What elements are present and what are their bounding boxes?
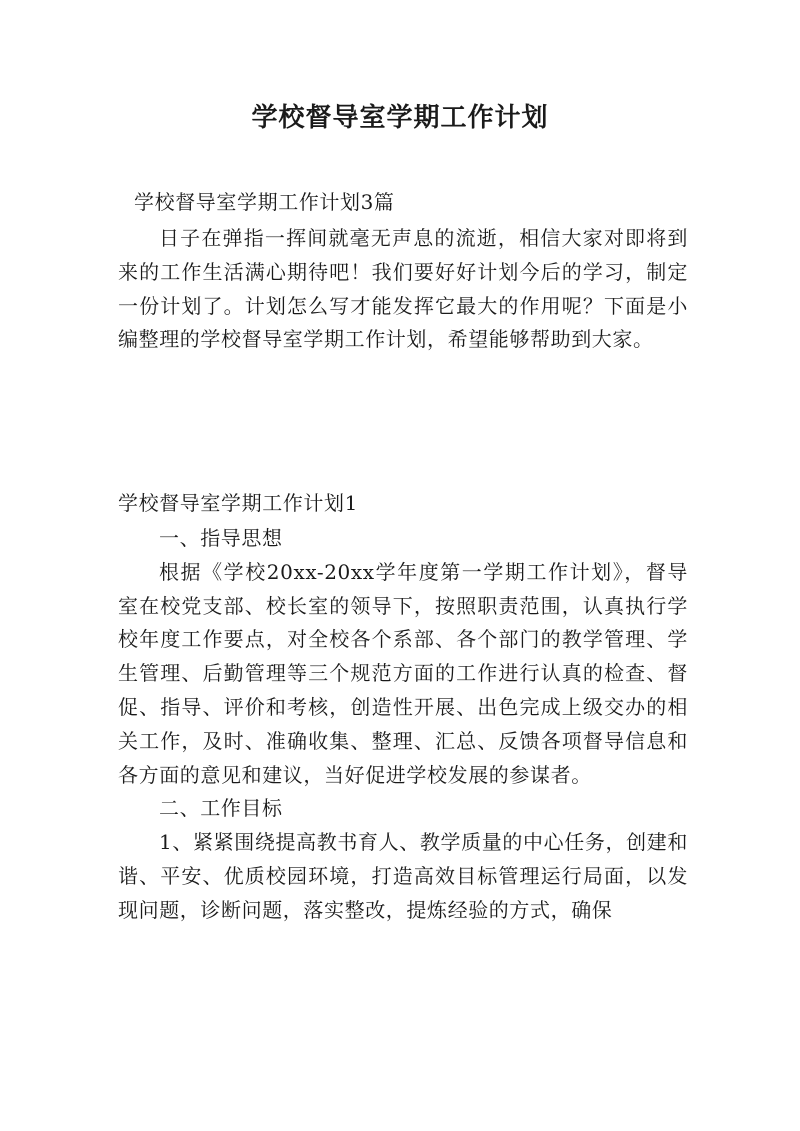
heading-work-goals: 二、工作目标: [159, 796, 283, 821]
intro-paragraph: 日子在弹指一挥间就毫无声息的流逝，相信大家对即将到来的工作生活满心期待吧！我们要好好计划今后的学习，制定一份计划了。计划怎么写才能发挥它最大的作用呢？下面是小编整理的学校督导室学期工作计划，希望能够帮助到大家。: [118, 226, 688, 352]
section-title: 学校督导室学期工作计划1: [118, 491, 358, 515]
heading-guiding-ideology: 一、指导思想: [159, 526, 283, 550]
document-title: 学校督导室学期工作计划: [251, 103, 549, 133]
paragraph-work-goals: 1、紧紧围绕提高教书育人、教学质量的中心任务，创建和谐、平安、优质校园环境，打造高效目标管理运行局面，以发现问题，诊断问题，落实整改，提炼经验的方式，确保: [118, 830, 688, 922]
document-subtitle: 学校督导室学期工作计划3篇: [134, 190, 395, 214]
section-body: [118, 522, 688, 928]
paragraph-guiding-ideology: 根据《学校20xx-20xx学年度第一学期工作计划》，督导室在校党支部、校长室的领导下，按照职责范围，认真执行学校年度工作要点，对全校各个系部、各个部门的教学管理、学生管理、后勤管理等三个规范方面的工作进行认真的检查、督促、指导、评价和考核，创造性开展、出色完成上级交办的相关工作，及时、准确收集、整理、汇总、反馈各项督导信息和各方面的意见和建议，当好促进学校发展的参谋者。: [118, 559, 688, 787]
